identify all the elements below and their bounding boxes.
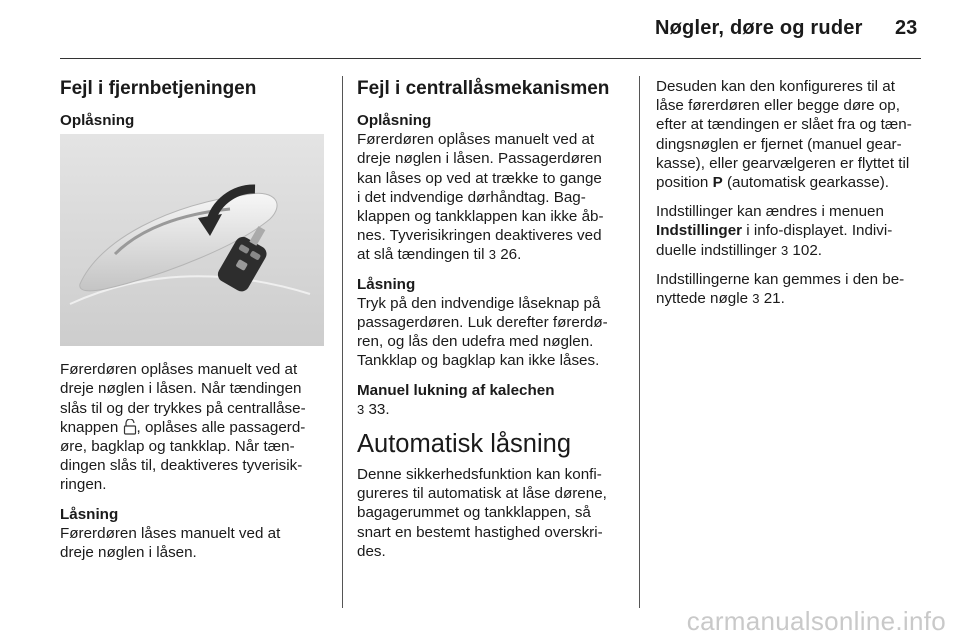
page-number: 23 (895, 17, 918, 39)
text-line: gureres til automatisk at låse dørene, (357, 485, 607, 503)
text-line: Tryk på den indvendige låseknap på (357, 294, 601, 312)
text-line: Førerdøren oplåses manuelt ved at (357, 131, 595, 149)
text-fragment: knappen (60, 418, 123, 436)
paragraph-central-unlock (357, 130, 627, 264)
section-heading-central-lock-failure: Fejl i centrallåsmekanismen (357, 78, 610, 99)
column-divider-2 (639, 76, 640, 608)
text-line: efter at tændingen er slået fra og tæn- (656, 116, 912, 134)
central-lock-icon (123, 419, 137, 435)
text-line: Indstillingerne kan gemmes i den be- (656, 270, 905, 288)
text-line: des. (357, 542, 386, 560)
subheading-manual-roof-closing: Manuel lukning af kalechen (357, 381, 555, 399)
text-line: kasse), eller gearvælgeren er flyttet til (656, 154, 910, 172)
settings-menu-label: Indstillinger (656, 222, 743, 240)
page-reference-link[interactable]: 26. (500, 246, 522, 264)
text-line: Førerdøren låses manuelt ved at (60, 524, 281, 542)
text-line: dreje nøglen i låsen. Passagerdøren (357, 150, 602, 168)
paragraph-roof-ref (357, 400, 627, 419)
column-2 (357, 77, 627, 571)
text-line: kan låses op ved at trække to gange (357, 169, 602, 187)
text-line (357, 400, 627, 419)
page-ref-arrow-icon: 3 (357, 401, 365, 417)
text-line: Førerdøren oplåses manuelt ved at (60, 361, 298, 379)
paragraph-central-lock (357, 294, 627, 371)
text-fragment: (automatisk gearkasse). (722, 174, 890, 192)
page-reference-link[interactable]: 21. (763, 290, 785, 308)
text-line: Indstillinger kan ændres i menuen (656, 203, 884, 221)
subheading-unlocking: Oplåsning (357, 112, 432, 129)
page-ref-arrow-icon: 3 (780, 242, 789, 258)
text-line: dreje nøglen i låsen. (60, 544, 197, 562)
text-line: snart en bestemt hastighed overskri- (357, 523, 603, 541)
text-line: ren, og lås den udefra med nøglen. (357, 333, 594, 351)
page-header-title: Nøgler, døre og ruder (655, 17, 863, 39)
watermark: carmanualsonline.info (686, 606, 946, 636)
text-line: bagagerummet og tankklappen, så (357, 504, 591, 522)
text-line: slås til og der trykkes på centrallåse- (60, 399, 306, 417)
section-heading-automatic-locking: Automatisk låsning (357, 430, 572, 459)
subheading-unlocking: Oplåsning (60, 112, 135, 129)
text-fragment: at slå tændingen til (357, 246, 489, 264)
page-reference-link[interactable]: 102. (792, 241, 822, 259)
text-line: Tankklap og bagklap kan ikke låses. (357, 352, 600, 370)
text-line (656, 289, 931, 308)
paragraph-lock-manual (60, 524, 330, 562)
text-line: dingsnøglen er fjernet (manuel gear- (656, 135, 902, 153)
column-3 (656, 77, 931, 318)
text-line: låse førerdøren eller begge døre op, (656, 97, 900, 115)
text-fragment: position (656, 174, 713, 192)
text-line: dingen slås til, deaktiveres tyverisik- (60, 457, 303, 475)
text-fragment: , oplåses alle passagerd- (136, 418, 306, 436)
door-handle-key-illustration (60, 134, 324, 346)
column-1 (60, 77, 330, 572)
text-line: passagerdøren. Luk derefter førerdø- (357, 314, 608, 332)
paragraph-unlock-manual (60, 360, 330, 494)
text-line: ringen. (60, 476, 107, 494)
header-rule (60, 58, 921, 59)
page-ref-arrow-icon: 3 (488, 247, 496, 263)
text-line (357, 245, 627, 264)
gear-position-label: P (712, 174, 723, 192)
page-reference-link[interactable]: 33. (368, 400, 390, 418)
page-ref-arrow-icon: 3 (752, 291, 760, 307)
text-line: dreje nøglen i låsen. Når tændingen (60, 380, 302, 398)
column-divider-1 (342, 76, 343, 608)
text-line: klappen og tankklappen kan ikke åb- (357, 208, 604, 226)
text-line: Desuden kan den konfigureres til at (656, 78, 895, 95)
subheading-locking: Låsning (60, 505, 119, 523)
text-line (60, 418, 330, 437)
text-line: i det indvendige dørhåndtag. Bag- (357, 188, 586, 206)
section-heading-remote-failure: Fejl i fjernbetjeningen (60, 78, 257, 99)
text-line (656, 241, 931, 260)
text-line (656, 221, 931, 240)
paragraph-stored-settings (656, 270, 931, 308)
paragraph-auto-lock (357, 465, 627, 561)
door-handle-key-image (60, 134, 324, 346)
subheading-locking: Låsning (357, 275, 416, 293)
text-fragment: duelle indstillinger (656, 241, 781, 259)
paragraph-configuration (656, 77, 931, 192)
text-line: øre, bagklap og tankklap. Når tæn- (60, 438, 295, 456)
text-fragment: i info-displayet. Indivi- (742, 222, 893, 240)
text-fragment: nyttede nøgle (656, 290, 753, 308)
text-line (656, 173, 931, 192)
paragraph-settings (656, 202, 931, 260)
text-line: nes. Tyverisikringen deaktiveres ved (357, 227, 602, 245)
text-line: Denne sikkerhedsfunktion kan konfi- (357, 466, 602, 484)
